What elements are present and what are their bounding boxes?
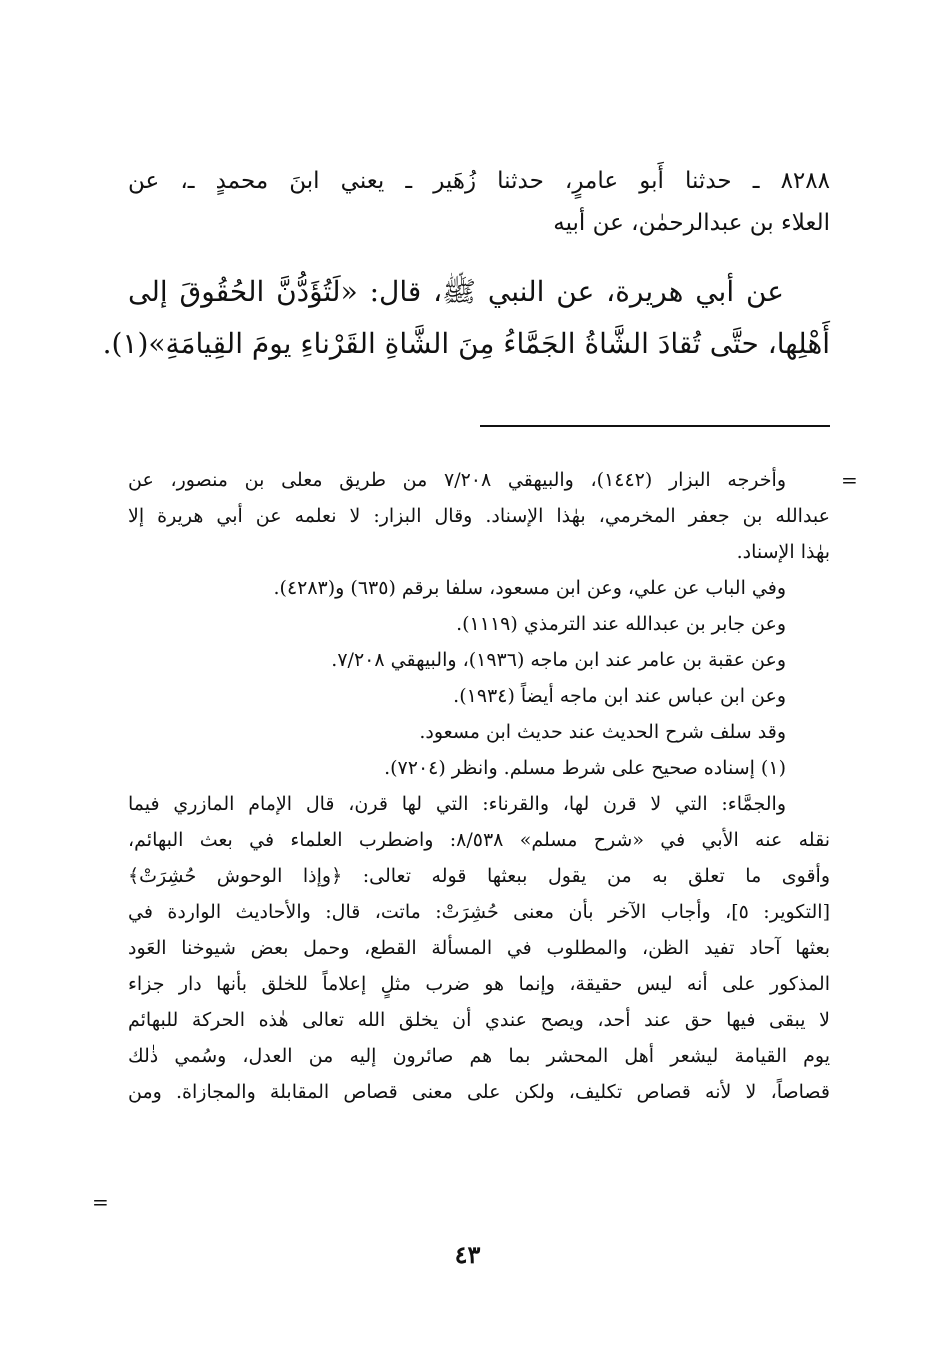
hadith-text bbox=[102, 266, 830, 370]
footnote-line: والجمَّاء: التي لا قرن لها، والقرناء: التي لها قرن، قال الإمام المازري فيما bbox=[128, 793, 786, 815]
footnote-line: وقد سلف شرح الحديث عند حديث ابن مسعود. bbox=[419, 721, 786, 743]
footnote-line: وأقوى ما تعلق به من يقول ببعثها قوله تعالى: ﴿وإذا الوحوش حُشِرَتْ﴾ bbox=[128, 865, 830, 887]
footnote-line: بعثها آحاد تفيد الظن، والمطلوب في المسألة القطع، وحمل بعض شيوخنا العَود bbox=[128, 937, 830, 959]
hadith-chain-line: العلاء بن عبدالرحمٰن، عن أبيه bbox=[553, 210, 830, 236]
continuation-mark-bottom: = bbox=[92, 1190, 109, 1214]
footnote-line: [التكوير: ٥]، وأجاب الآخر بأن معنى حُشِرَتْ: ماتت، قال: والأحاديث الواردة في bbox=[128, 901, 830, 923]
footnote-line: بهٰذا الإسناد. bbox=[736, 541, 830, 563]
footnote-line: وفي الباب عن علي، وعن ابن مسعود، سلفا برقم (٦٣٥) و(٤٢٨٣). bbox=[273, 577, 786, 599]
footnote-1: (١) إسناده صحيح على شرط مسلم. وانظر (٧٢٠٤). bbox=[384, 757, 786, 779]
hadith-text-line: عن أبي هريرة، عن النبي ﷺ، قال: «لَتُؤَدُّنَّ الحُقُوقَ إلى bbox=[128, 275, 784, 308]
page-number: ٤٣ bbox=[454, 1240, 481, 1269]
footnote-line: لا يبقى فيها حق عند أحد، ويصح عندي أن يخلق الله تعالى هٰذه الحركة للبهائم bbox=[128, 1009, 830, 1031]
footnote-separator bbox=[480, 425, 830, 427]
hadith-text-line: أَهْلِها، حتَّى تُقادَ الشَّاةُ الجَمَّاءُ مِنَ الشَّاةِ القَرْناءِ يومَ القِيامَةِ»(١). bbox=[102, 327, 830, 360]
continuation-mark-top: = bbox=[841, 468, 858, 492]
footnote-line: عبدالله بن جعفر المخرمي، بهٰذا الإسناد. وقال البزار: لا نعلمه عن أبي هريرة إلا bbox=[128, 505, 830, 527]
footnote-line: المذكور على أنه ليس حقيقة، وإنما هو ضرب مثلٍ إعلاماً للخلق بأنها دار جزاء bbox=[128, 973, 830, 995]
footnote-line: يوم القيامة ليشعر أهل المحشر بما هم صائرون إليه من العدل، وسُمي ذٰلك bbox=[128, 1045, 830, 1067]
footnotes bbox=[128, 462, 830, 1110]
footnote-line: قصاصاً، لا لأنه قصاص تكليف، ولكن على معنى قصاص المقابلة والمجازاة. ومن bbox=[128, 1081, 830, 1103]
footnote-line: وعن ابن عباس عند ابن ماجه أيضاً (١٩٣٤). bbox=[453, 685, 786, 707]
footnote-line: وأخرجه البزار (١٤٤٢)، والبيهقي ٧/٢٠٨ من طريق معلى بن منصور، عن bbox=[128, 469, 786, 491]
footnote-line: نقله عنه الأبي في «شرح مسلم» ٨/٥٣٨: واضطرب العلماء في بعث البهائم، bbox=[128, 829, 830, 851]
hadith-chain-line: ٨٢٨٨ ـ حدثنا أَبو عامرٍ، حدثنا زُهَير ـ يعني ابنَ محمدٍ ـ، عن bbox=[128, 168, 830, 194]
hadith-chain bbox=[128, 160, 830, 244]
footnote-line: وعن جابر بن عبدالله عند الترمذي (١١١٩). bbox=[456, 613, 786, 635]
footnote-line: وعن عقبة بن عامر عند ابن ماجه (١٩٣٦)، والبيهقي ٧/٢٠٨. bbox=[331, 649, 786, 671]
